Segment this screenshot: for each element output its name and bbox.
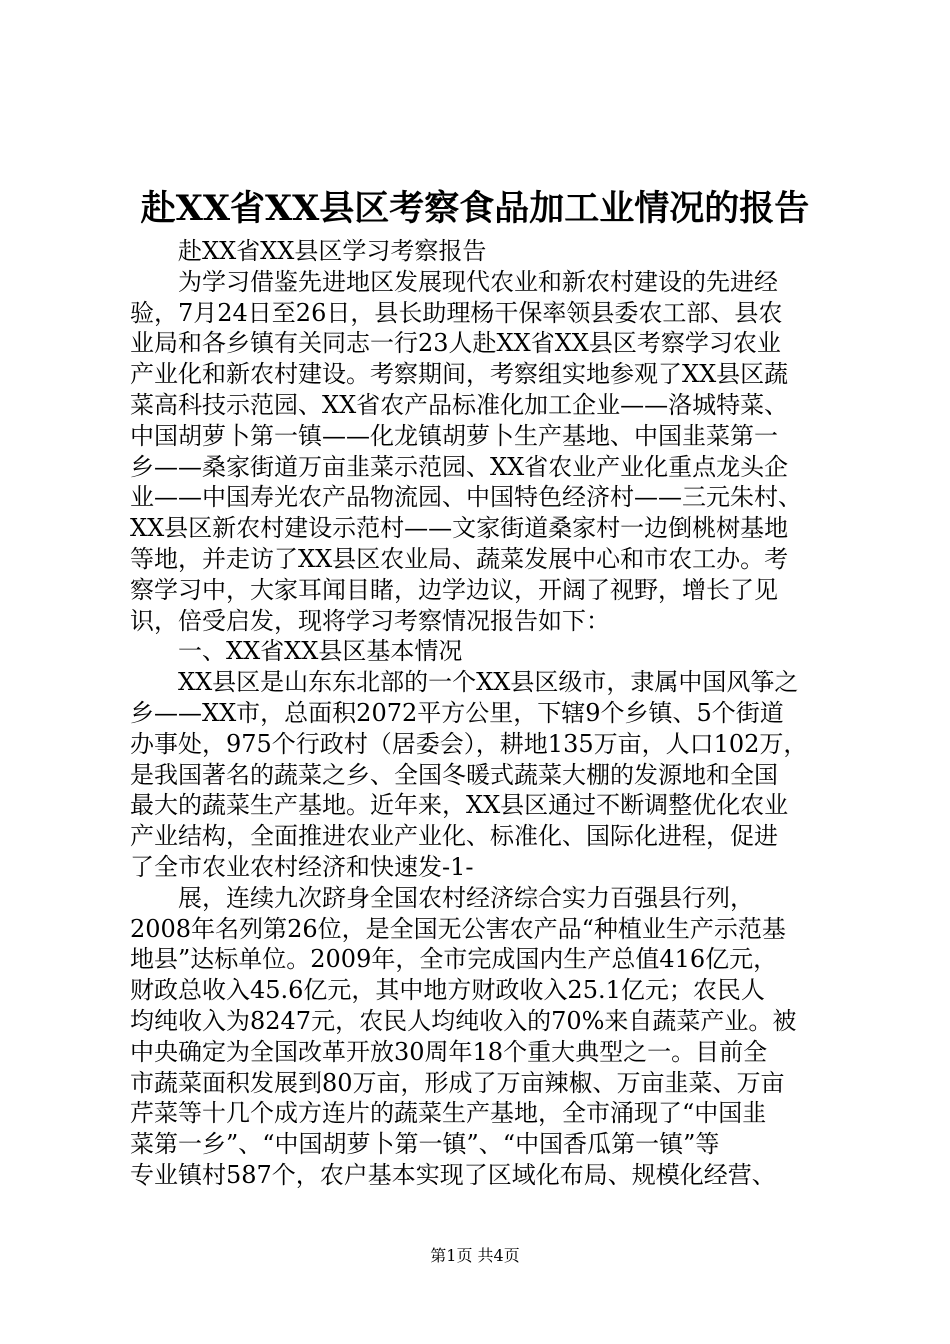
body-line: 最大的蔬菜生产基地。近年来，XX县区通过不断调整优化农业 <box>130 791 789 820</box>
body-line: 了全市农业农村经济和快速发-1- <box>130 852 474 881</box>
body-line: 察学习中，大家耳闻目睹，边学边议，开阔了视野，增长了见 <box>130 575 778 604</box>
body-line: 芹菜等十几个成方连片的蔬菜生产基地，全市涌现了“中国韭 <box>130 1099 767 1128</box>
body-line: 产业结构，全面推进农业产业化、标准化、国际化进程，促进 <box>130 822 778 851</box>
body-line: 是我国著名的蔬菜之乡、全国冬暖式蔬菜大棚的发源地和全国 <box>130 760 778 789</box>
page-number-footer: 第1页 共4页 <box>430 1246 520 1265</box>
body-line: 赴XX省XX县区学习考察报告 <box>130 237 487 265</box>
body-line: 展，连续九次跻身全国农村经济综合实力百强县行列， <box>130 883 754 912</box>
section-heading: 一、XX省XX县区基本情况 <box>130 637 463 666</box>
body-line: 等地，并走访了XX县区农业局、蔬菜发展中心和市农工办。考 <box>130 544 789 573</box>
body-line: 菜第一乡”、“中国胡萝卜第一镇”、“中国香瓜第一镇”等 <box>130 1130 720 1159</box>
body-line: 业局和各乡镇有关同志一行23人赴XX省XX县区考察学习农业 <box>130 329 781 358</box>
body-line: 地县”达标单位。2009年，全市完成国内生产总值416亿元， <box>130 945 778 974</box>
body-line: 验，7月24日至26日，县长助理杨干保率领县委农工部、县农 <box>130 298 783 327</box>
body-line: 菜高科技示范园、XX省农产品标准化加工企业——洛城特菜、 <box>130 390 789 419</box>
body-line: 市蔬菜面积发展到80万亩，形成了万亩辣椒、万亩韭菜、万亩 <box>130 1068 785 1097</box>
body-line: 为学习借鉴先进地区发展现代农业和新农村建设的先进经 <box>130 267 778 296</box>
body-line: 业——中国寿光农产品物流园、中国特色经济村——三元朱村、 <box>130 483 802 512</box>
body-line: 中国胡萝卜第一镇——化龙镇胡萝卜生产基地、中国韭菜第一 <box>130 421 778 450</box>
body-line: 乡——桑家街道万亩韭菜示范园、XX省农业产业化重点龙头企 <box>130 452 789 481</box>
body-line: 财政总收入45.6亿元，其中地方财政收入25.1亿元；农民人 <box>130 976 765 1005</box>
document-body <box>130 236 830 1191</box>
body-line: 专业镇村587个，农户基本实现了区域化布局、规模化经营、 <box>130 1160 776 1189</box>
body-line: 识，倍受启发，现将学习考察情况报告如下： <box>130 606 610 635</box>
body-line: 乡——XX市，总面积2072平方公里，下辖9个乡镇、5个街道 <box>130 698 784 727</box>
body-line: 办事处，975个行政村（居委会），耕地135万亩，人口102万， <box>130 729 808 758</box>
body-line: XX县区新农村建设示范村——文家街道桑家村一边倒桃树基地 <box>130 514 789 543</box>
body-line: 2008年名列第26位，是全国无公害农产品“种植业生产示范基 <box>130 914 786 943</box>
body-line: 中央确定为全国改革开放30周年18个重大典型之一。目前全 <box>130 1037 768 1066</box>
body-line: 均纯收入为8247元，农民人均纯收入的70%来自蔬菜产业。被 <box>130 1006 797 1035</box>
body-line: XX县区是山东东北部的一个XX县区级市，隶属中国风筝之 <box>130 668 799 697</box>
document-title: 赴XX省XX县区考察食品加工业情况的报告 <box>140 188 810 229</box>
body-line: 产业化和新农村建设。考察期间，考察组实地参观了XX县区蔬 <box>130 360 789 389</box>
